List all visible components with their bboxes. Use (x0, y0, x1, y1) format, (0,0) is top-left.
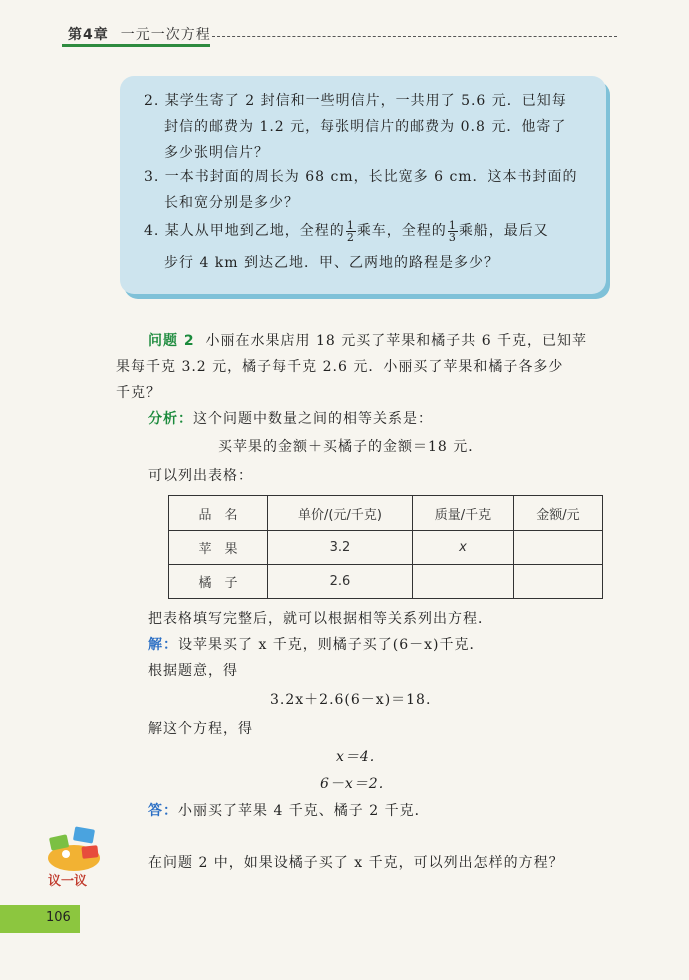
exercise-4 (144, 218, 549, 276)
equation: 3.2x＋2.6(6－x)＝18. (270, 692, 432, 708)
exercise-2-line1: 2. 某学生寄了 2 封信和一些明信片，一共用了 5.6 元．已知每 (144, 93, 567, 109)
exercise-4-line2: 步行 4 km 到达乙地．甲、乙两地的路程是多少？ (164, 255, 500, 271)
header-unit-price: 单价/(元/千克) (268, 496, 413, 531)
exercise-4-line1 (144, 218, 549, 244)
problem-line3: 千克？ (116, 385, 161, 401)
header-mass: 质量/千克 (413, 496, 514, 531)
table-row (169, 565, 603, 599)
chapter-underline (62, 44, 210, 47)
analysis-line: 分析：这个问题中数量之间的相等关系是： (148, 411, 433, 427)
exercise-4-part2: 乘车，全程的 (356, 223, 447, 239)
problem-line1: 问题 2 小丽在水果店用 18 元买了苹果和橘子共 6 千克，已知苹 (148, 333, 588, 349)
discuss-label: 议一议 (48, 874, 88, 889)
price-table (168, 495, 603, 599)
solution-step1: 解：设苹果买了 x 千克，则橘子买了(6－x)千克． (148, 637, 485, 653)
page-header (0, 22, 689, 48)
exercise-3-line1: 3. 一本书封面的周长为 68 cm，长比宽多 6 cm．这本书封面的 (144, 169, 578, 185)
exercise-2-line3: 多少张明信片？ (164, 145, 269, 161)
exercise-4-part3: 乘船，最后又 (458, 223, 549, 239)
fraction-one-half: $\frac{1}{2}$ (346, 218, 355, 244)
table-row (169, 531, 603, 565)
cell-name: 橘 子 (169, 565, 268, 599)
cell-unit-price: 3.2 (268, 531, 413, 565)
header-name: 品 名 (169, 496, 268, 531)
chapter-heading (68, 24, 211, 44)
cell-name: 苹 果 (169, 531, 268, 565)
header-dashed-rule (212, 36, 617, 37)
chapter-title: 一元一次方程 (120, 27, 211, 43)
cell-amount (514, 565, 603, 599)
cell-mass (413, 565, 514, 599)
exercise-3 (144, 164, 578, 216)
cell-unit-price: 2.6 (268, 565, 413, 599)
problem-label: 问题 2 (148, 333, 195, 349)
chapter-number: 第4章 (68, 27, 109, 43)
result-x: x＝4. (336, 749, 376, 765)
exercise-3-line2: 长和宽分别是多少？ (164, 195, 299, 211)
exercise-2 (144, 88, 567, 166)
discuss-question: 在问题 2 中，如果设橘子买了 x 千克，可以列出怎样的方程？ (148, 855, 564, 871)
solution-label: 解： (148, 637, 178, 653)
after-table-text: 把表格填写完整后，就可以根据相等关系列出方程． (148, 611, 493, 627)
table-intro: 可以列出表格： (148, 468, 253, 484)
cell-amount (514, 531, 603, 565)
solution-step2: 根据题意，得 (148, 663, 238, 679)
answer-label: 答： (148, 803, 178, 819)
exercise-4-part1: 4. 某人从甲地到乙地，全程的 (144, 223, 345, 239)
fraction-one-third: $\frac{1}{3}$ (448, 218, 457, 244)
answer-line: 答：小丽买了苹果 4 千克、橘子 2 千克． (148, 803, 430, 819)
cell-mass: x (413, 531, 514, 565)
table-header-row (169, 496, 603, 531)
problem-line2: 果每千克 3.2 元，橘子每千克 2.6 元．小丽买了苹果和橘子各多少 (116, 359, 564, 375)
header-amount: 金额/元 (514, 496, 603, 531)
equality-relation: 买苹果的金额＋买橘子的金额＝18 元． (218, 439, 484, 455)
analysis-label: 分析： (148, 411, 193, 427)
exercise-2-line2: 封信的邮费为 1.2 元，每张明信片的邮费为 0.8 元．他寄了 (164, 119, 567, 135)
result-6-minus-x: 6－x＝2. (320, 776, 385, 792)
page-number: 106 (46, 910, 71, 925)
solution-step3: 解这个方程，得 (148, 721, 253, 737)
